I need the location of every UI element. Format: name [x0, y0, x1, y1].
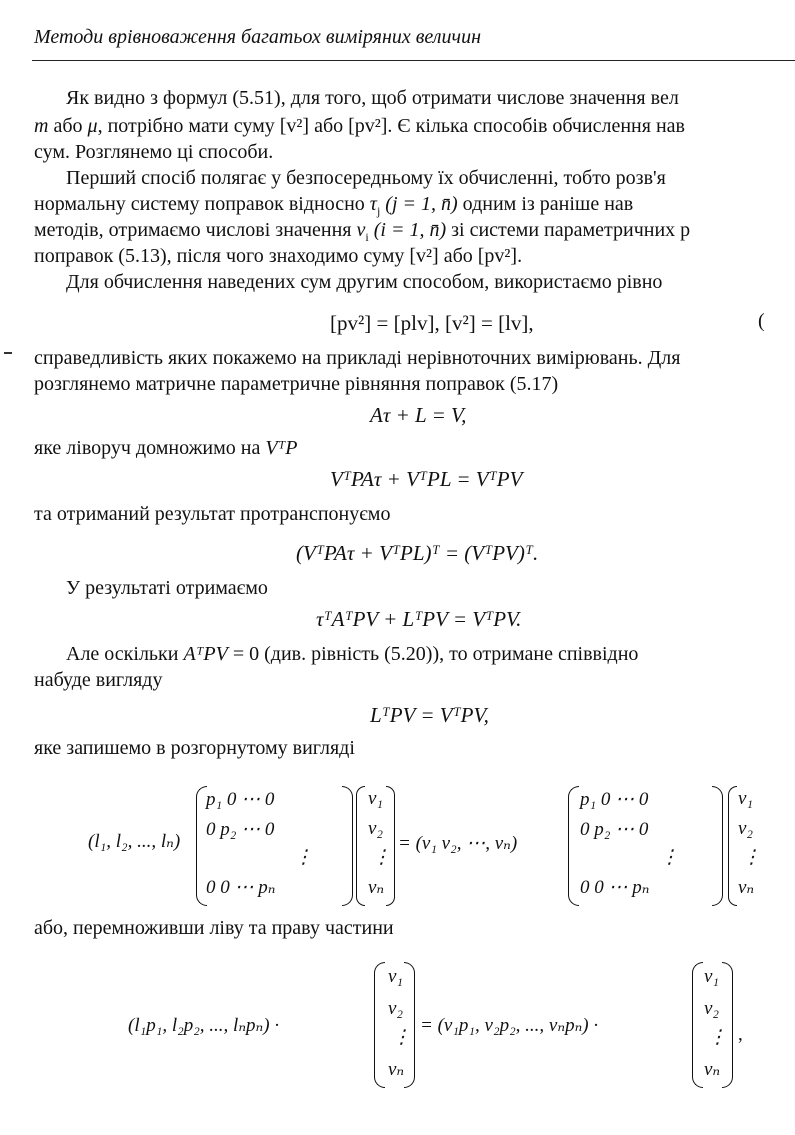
vector-element: vₙ: [704, 1059, 721, 1080]
text-span: нормальну систему поправок відносно: [34, 193, 370, 215]
equation-multiplied: VᵀPAτ + VᵀPL = VᵀPV: [330, 467, 523, 491]
right-bracket: [722, 962, 733, 1088]
vector-element: ⋮: [708, 1027, 727, 1048]
left-bracket: [692, 962, 703, 1088]
vector-element: v₁: [704, 966, 720, 987]
text-span: Але оскільки: [66, 643, 184, 665]
symbol-atpv: AᵀPV: [183, 643, 228, 665]
text-line: Як видно з формул (5.51), для того, щоб отримати числове значення вел: [66, 87, 679, 109]
matrix-row: ⋮: [660, 847, 679, 868]
left-bracket: [374, 962, 385, 1088]
symbol-v: v: [356, 219, 366, 241]
matrix-row: 0 0 ⋯ pₙ: [206, 877, 276, 898]
symbol-vtp: VᵀP: [265, 437, 298, 459]
vector-element: v₁: [738, 788, 754, 809]
equation-number: (: [758, 310, 765, 332]
equation-parametric: Aτ + L = V,: [370, 403, 467, 427]
vector-element: vₙ: [368, 877, 385, 898]
vector-element: ⋮: [372, 847, 391, 868]
index-range: (j = 1, n̄): [380, 193, 458, 215]
row-vector-lp: (l₁p₁, l₂p₂, ..., lₙpₙ) ·: [128, 1015, 280, 1036]
vector-element: v₁: [388, 966, 404, 987]
running-title: Методи врівноваження багатьох виміряних величин: [34, 26, 481, 48]
vector-element: v₂: [738, 818, 754, 839]
text-line: справедливість яких покажемо на прикладі нерівноточних вимірювань. Для: [34, 347, 681, 369]
equation-sums: [pv²] = [plv], [v²] = [lv],: [330, 311, 534, 335]
row-vector-l: (l₁, l₂, ..., lₙ): [88, 831, 181, 852]
matrix-row: p₁ 0 ⋯ 0: [206, 789, 275, 810]
text-line: набуде вигляду: [34, 669, 163, 691]
text-line: або, перемноживши ліву та праву частини: [34, 917, 394, 939]
matrix-row: 0 p₂ ⋯ 0: [580, 819, 649, 840]
matrix-row: p₁ 0 ⋯ 0: [580, 789, 649, 810]
text-line: У результаті отримаємо: [66, 577, 268, 599]
vector-element: v₁: [368, 788, 384, 809]
text-span: одним із раніше нав: [457, 193, 634, 215]
text-line: яке запишемо в розгорнутому вигляді: [34, 737, 355, 759]
vector-element: ⋮: [742, 847, 761, 868]
vector-element: ⋮: [392, 1027, 411, 1048]
equation-transposed: (VᵀPAτ + VᵀPL)ᵀ = (VᵀPV)ᵀ.: [296, 541, 539, 565]
trailing-comma: ,: [738, 1024, 743, 1045]
index-range: (i = 1, n̄): [368, 219, 447, 241]
index-i: i: [365, 230, 369, 244]
text-span: , потрібно мати суму [v²] або [pv²]. Є кілька способів обчислення нав: [97, 115, 685, 137]
text-line: поправок (5.13), після чого знаходимо суму [v²] або [pv²].: [34, 245, 523, 267]
equation-result: τᵀAᵀPV + LᵀPV = VᵀPV.: [316, 607, 522, 631]
symbol-mu: μ: [87, 115, 98, 137]
matrix-row: 0 0 ⋯ pₙ: [580, 877, 650, 898]
text-span: або: [48, 115, 88, 137]
text-span: = 0 (див. рівність (5.20)), то отримане співвідно: [227, 643, 639, 665]
vector-element: vₙ: [738, 877, 755, 898]
text-span: яке ліворуч домножимо на: [34, 437, 266, 459]
matrix-row: ⋮: [294, 847, 313, 868]
right-bracket: [404, 962, 415, 1088]
text-line: Для обчислення наведених сум другим способом, використаємо рівно: [66, 271, 663, 293]
vector-element: v₂: [388, 998, 404, 1019]
index-j: j: [376, 204, 381, 218]
text-span: зі системи параметричних р: [446, 219, 691, 241]
text-line: Перший спосіб полягає у безпосередньому їх обчисленні, тобто розв'я: [66, 167, 666, 189]
vector-element: vₙ: [388, 1059, 405, 1080]
vector-element: v₂: [368, 818, 384, 839]
equation-identity: LᵀPV = VᵀPV,: [370, 703, 489, 727]
row-vector-v: = (v₁ v₂, ⋯, vₙ): [398, 833, 518, 854]
symbol-m: m: [34, 115, 49, 137]
symbol-tau: τ: [369, 193, 377, 215]
matrix-row: 0 p₂ ⋯ 0: [206, 819, 275, 840]
row-vector-vp: = (v₁p₁, v₂p₂, ..., vₙpₙ) ·: [420, 1015, 599, 1036]
text-span: методів, отримаємо числові значення: [34, 219, 357, 241]
text-line: розглянемо матричне параметричне рівняння поправок (5.17): [34, 373, 559, 395]
text-line: та отриманий результат протранспонуємо: [34, 503, 391, 525]
vector-element: v₂: [704, 998, 720, 1019]
text-line: сум. Розглянемо ці способи.: [34, 141, 274, 163]
